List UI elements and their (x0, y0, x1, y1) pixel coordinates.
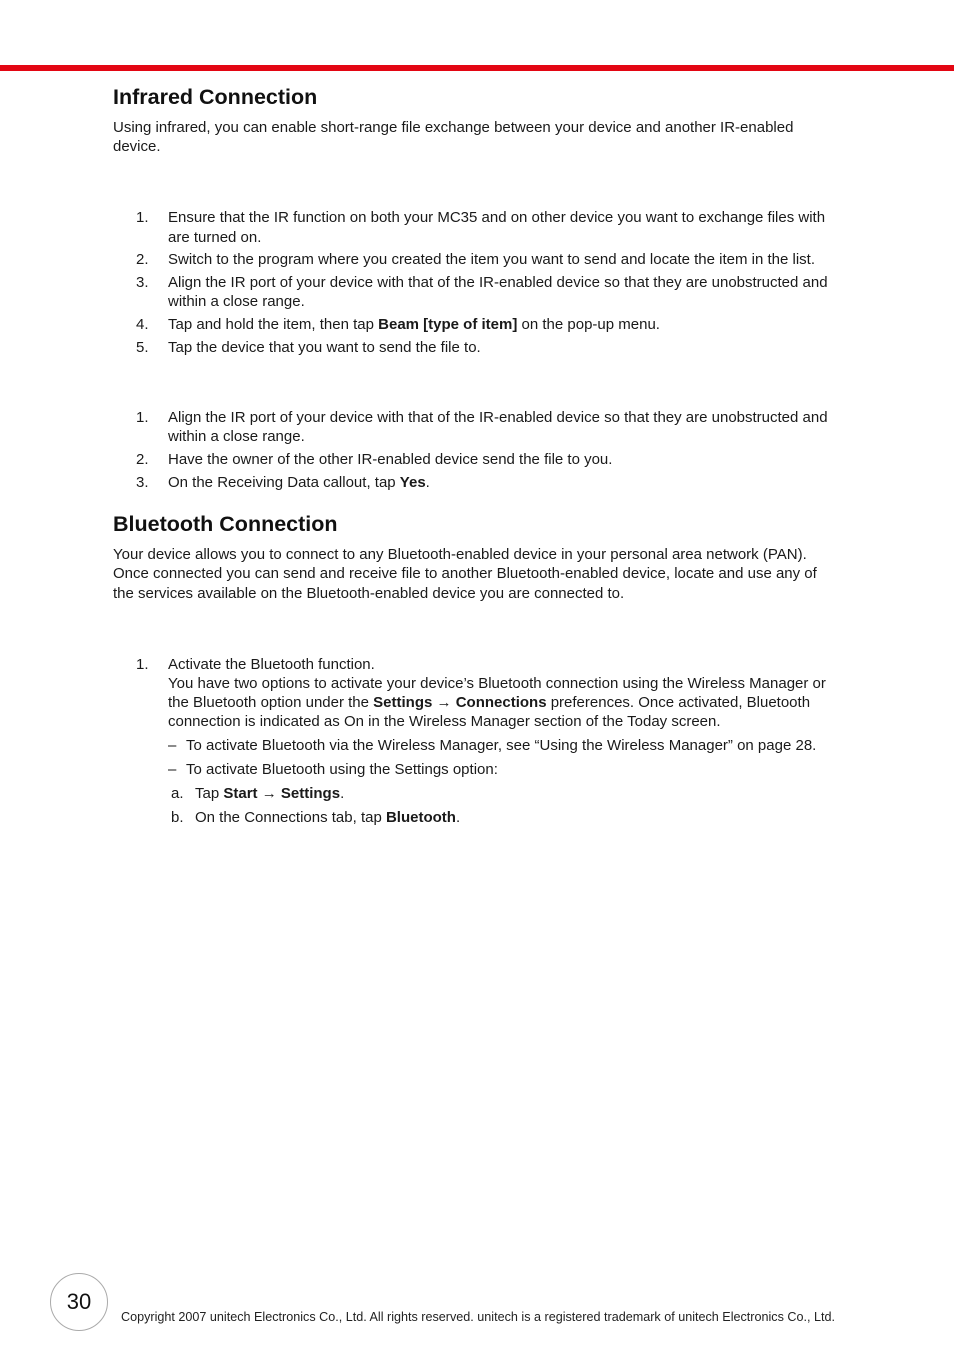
sub-step-a (113, 784, 838, 803)
step-text: Have the owner of the other IR-enabled device send the file to you. (168, 451, 613, 469)
sub-text-pre: On the Connections tab, tap (195, 809, 386, 827)
step-number: 2. (136, 451, 149, 469)
list-item (113, 655, 838, 732)
arrow-icon: → (432, 694, 456, 712)
step-body (168, 674, 838, 732)
infrared-heading: Infrared Connection (113, 85, 318, 109)
step-number: 4. (136, 316, 149, 334)
sub-mark: a. (171, 785, 184, 803)
dash-item-settings-option (113, 760, 838, 779)
copyright-text: Copyright 2007 unitech Electronics Co., Ltd. All rights reserved. unitech is a registered trademark of unitech Electronics Co., Ltd. (121, 1310, 836, 1324)
step-text-bold: Beam [type of item] (378, 316, 518, 334)
step-text: Align the IR port of your device with that of the IR-enabled device so that they are unobstructed and within a close range. (168, 409, 828, 446)
sub-text-post: . (455, 809, 461, 827)
list-item (113, 338, 838, 357)
list-item (113, 450, 838, 469)
page-number: 30 (50, 1273, 108, 1331)
settings-label: Settings (280, 785, 341, 803)
step-text-post: . (425, 474, 430, 491)
header-accent-bar (0, 65, 954, 71)
step-body-pre: You have two options to activate your device’s Bluetooth connection using the Wireless Manager or the Bluetooth option under the (168, 675, 826, 712)
dash-text: To activate Bluetooth using the Settings option: (186, 761, 498, 779)
list-item (113, 315, 838, 334)
step-text: Align the IR port of your device with that of the IR-enabled device so that they are unobstructed and within a close range. (168, 274, 828, 311)
infrared-send-steps (113, 208, 838, 357)
dash-item-wireless-manager (113, 736, 838, 755)
step-text-bold: Yes (399, 474, 426, 491)
step-text-pre: On the Receiving Data callout, tap (168, 474, 400, 491)
infrared-receive-steps (113, 408, 838, 492)
step-number: 5. (136, 339, 149, 356)
step-text: Ensure that the IR function on both your MC35 and on other device you want to exchange files with are turned on. (168, 209, 826, 246)
step-number: 2. (136, 251, 149, 269)
infrared-intro: Using infrared, you can enable short-range file exchange between your device and another IR-enabled device. (113, 119, 794, 156)
step-text: Switch to the program where you created the item you want to send and locate the item in the list. (168, 251, 816, 269)
list-item (113, 273, 838, 311)
step-title: Activate the Bluetooth function. (168, 655, 375, 673)
step-text: Tap the device that you want to send the file to. (168, 339, 481, 356)
dash-mark: – (168, 737, 177, 755)
list-item (113, 208, 838, 246)
bluetooth-intro: Your device allows you to connect to any Bluetooth-enabled device in your personal area network (PAN). Once connected you can send and receive file to another Bluetooth-enabled device, locate and use any of the services available on the Bluetooth-enabled device you are connected to. (113, 546, 817, 602)
step-text-post: on the pop-up menu. (517, 316, 660, 334)
sub-text-pre: Tap (195, 785, 224, 803)
arrow-icon: → (257, 785, 281, 803)
step-text-pre: Tap and hold the item, then tap (168, 316, 379, 334)
bluetooth-steps (113, 655, 838, 732)
sub-step-b (113, 808, 838, 827)
step-number: 1. (136, 655, 149, 673)
list-item (113, 250, 838, 269)
list-item (113, 473, 838, 492)
step-body-post: preferences. Once activated, Bluetooth connection is indicated as On in the Wireless Manager section of the Today screen. (168, 694, 811, 731)
step-number: 3. (136, 474, 149, 491)
list-item (113, 408, 838, 446)
step-number: 3. (136, 274, 149, 292)
connections-label: Connections (455, 694, 547, 712)
bluetooth-heading: Bluetooth Connection (113, 512, 338, 537)
step-number: 1. (136, 409, 149, 427)
bluetooth-label: Bluetooth (385, 809, 456, 827)
page-content (113, 82, 838, 828)
dash-mark: – (168, 761, 177, 779)
sub-mark: b. (171, 809, 184, 827)
settings-label: Settings (373, 694, 433, 712)
sub-text-post: . (340, 785, 345, 803)
start-label: Start (223, 785, 258, 803)
dash-text: To activate Bluetooth via the Wireless Manager, see “Using the Wireless Manager” on page 28. (186, 737, 817, 755)
step-number: 1. (136, 209, 149, 227)
